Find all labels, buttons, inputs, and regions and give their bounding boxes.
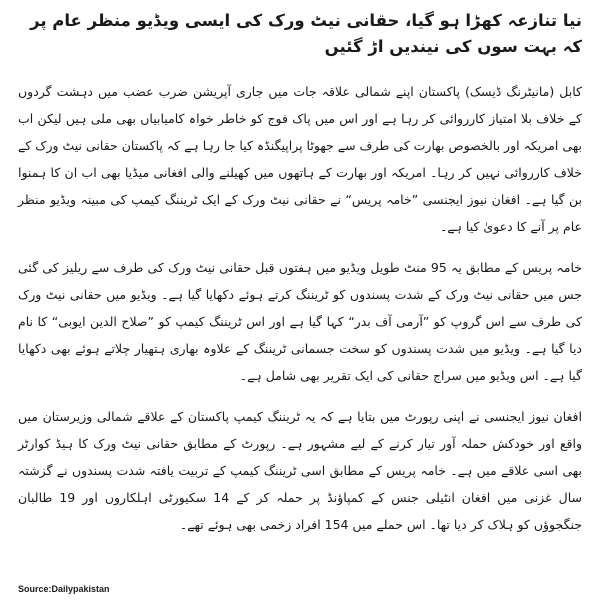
paragraph-1: کابل (مانیٹرنگ ڈیسک) پاکستان اپنے شمالی علاقہ جات میں جاری آپریشن ضرب عضب میں دہشت گردوں کے خلاف بلا امتیاز کارروائی کر رہا ہے اور اس میں پاک فوج کو خاطر خواہ کامیابیاں بھی ملی ہیں لیکن اب بھی امریکہ اور بالخصوص بھارت کی طرف سے جھوٹا پراپیگنڈہ کیا جا رہا ہے کہ پاکستان حقانی نیٹ ورک کے خلاف کارروائی نہیں کر رہا۔ امریکہ اور بھارت کے ہاتھوں میں کھیلنے والی افغانی میڈیا بھی اب ان کا ہمنوا بن گیا ہے۔ افغان نیوز ایجنسی ”خامہ پریس“ نے حقانی نیٹ ورک کے ایک ٹریننگ کیمپ کی مبینہ ویڈیو منظر عام پر آنے کا دعویٰ کیا ہے۔ [18,84,582,234]
headline: نیا تنازعہ کھڑا ہو گیا، حقانی نیٹ ورک کی ایسی ویڈیو منظر عام پر کہ بہت سوں کی نیندیں اڑ گئیں [30,11,582,56]
source-credit: Source:Dailypakistan [18,584,110,594]
paragraph-3: افغان نیوز ایجنسی نے اپنی رپورٹ میں بتایا ہے کہ یہ ٹریننگ کیمپ پاکستان کے علاقے شمالی وزیرستان میں واقع اور خودکش حملہ آور تیار کرنے کے لیے مشہور ہے۔ رپورٹ کے مطابق حقانی نیٹ ورک کا ہیڈ کوارٹر بھی اسی علاقے میں ہے۔ خامہ پریس کے مطابق اسی ٹریننگ کیمپ کے تربیت یافتہ شدت پسندوں نے گزشتہ سال غزنی میں افغان انٹیلی جنس کے کمپاؤنڈ پر حملہ کر کے 14 سکیورٹی اہلکاروں اور 19 طالبان جنگجوؤں کو ہلاک کر دیا تھا۔ اس حملے میں 154 افراد زخمی بھی ہوئے تھے۔ [18,409,582,532]
paragraph-2: خامہ پریس کے مطابق یہ 95 منٹ طویل ویڈیو میں ہفتوں قبل حقانی نیٹ ورک کی طرف سے ریلیز کی گئی جس میں حقانی نیٹ ورک کے شدت پسندوں کو ٹریننگ کرتے ہوئے دکھایا گیا ہے۔ ویڈیو میں حقانی نیٹ ورک کی طرف سے اس گروپ کو ”آرمی آف بدر“ کہا گیا ہے اور اس ٹریننگ کیمپ کو ”صلاح الدین ایوبی“ کا نام دیا گیا ہے۔ ویڈیو میں شدت پسندوں کو سخت جسمانی ٹریننگ کے علاوہ بھاری ہتھیار چلاتے ہوئے بھی دکھایا گیا ہے۔ اس ویڈیو میں سراج حقانی کی ایک تقریر بھی شامل ہے۔ [18,260,582,383]
